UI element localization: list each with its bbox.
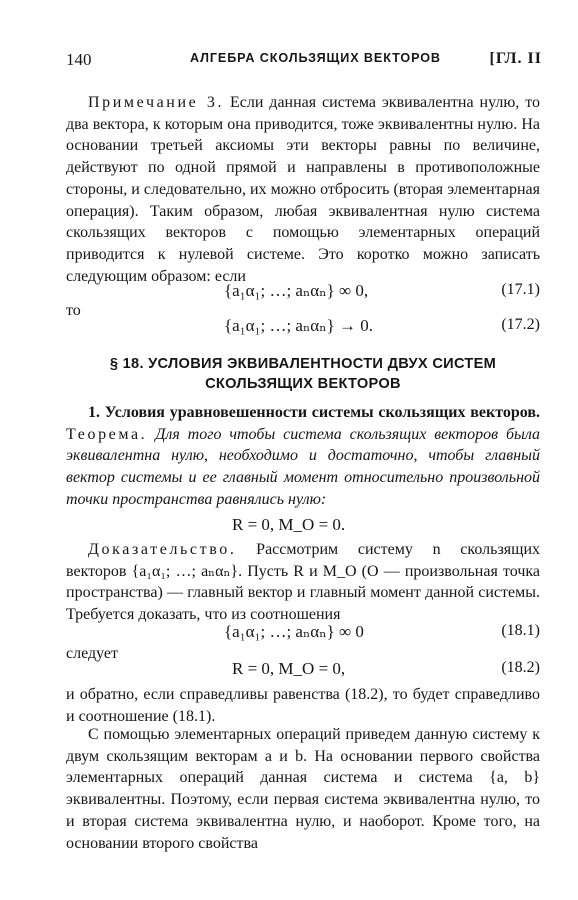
equation-18-1: [66, 622, 540, 646]
theorem-text: Для того чтобы система скользящих векторов была эквивалентна нулю, необходимо и достаточно, чтобы главный вектор системы и ее главный момент относительно произвольной точки пространства равнялись нулю:: [66, 425, 540, 508]
after-paragraph: [66, 684, 540, 727]
equation-18-2: [66, 659, 540, 683]
follows-word: следует: [66, 645, 118, 662]
proof-label: Доказательство.: [88, 541, 237, 558]
section-title: [66, 354, 540, 394]
page-header: [66, 50, 542, 72]
proof-paragraph: [66, 539, 540, 626]
chapter-label: [ГЛ. II: [489, 50, 542, 67]
section-title-line1: § 18. УСЛОВИЯ ЭКВИВАЛЕНТНОСТИ ДВУХ СИСТЕМ: [109, 356, 497, 372]
to-word: то: [66, 302, 81, 319]
subsection-title: 1. Условия уравновешенности системы скользящих векторов.: [88, 404, 540, 421]
equation-17-1-number: (17.1): [501, 281, 540, 298]
equation-18-1-number: (18.1): [501, 622, 540, 639]
last-paragraph: [66, 724, 540, 854]
equation-17-1: [66, 281, 540, 305]
equation-17-1-body: {a₁α₁; …; aₙαₙ} ∞ 0,: [224, 281, 369, 300]
proof-text: Рассмотрим систему n скользящих векторов {a₁α₁; …; aₙαₙ}. Пусть R и M_O (O — произвольная точка пространства) — главный вектор и главный момент данной системы. Требуется доказать, что из соотношения: [66, 541, 540, 624]
equation-main-body: R = 0, M_O = 0.: [232, 515, 346, 534]
equation-18-2-body: R = 0, M_O = 0,: [232, 659, 346, 678]
equation-17-2: [66, 316, 540, 340]
page-number: 140: [66, 50, 92, 69]
equation-18-2-number: (18.2): [501, 659, 540, 676]
equation-17-2-number: (17.2): [501, 316, 540, 333]
last-text: С помощью элементарных операций приведем данную систему к двум скользящим векторам a и b. На основании первого свойства элементарных операций данная система и система {a, b} эквивалентны. Поэтому, если первая система эквивалентна нулю, то и вторая система эквивалентна нулю, и наоборот. Кроме того, на основании второго свойства: [66, 726, 540, 852]
note-paragraph: [66, 92, 540, 287]
after-text: и обратно, если справедливы равенства (18.2), то будет справедливо и соотношение (18.1).: [66, 686, 540, 725]
note-label: Примечание 3.: [88, 94, 225, 111]
subsection-paragraph: [66, 402, 540, 511]
equation-17-2-body: {a₁α₁; …; aₙαₙ} → 0.: [224, 316, 373, 335]
theorem-label: Теорема.: [66, 425, 148, 443]
equation-18-1-body: {a₁α₁; …; aₙαₙ} ∞ 0: [224, 622, 364, 641]
note-text: Если данная система эквивалентна нулю, то два вектора, к которым она приводится, тоже эквивалентны нулю. На основании третьей аксиомы эти векторы равны по величине, действуют по одной прямой и направлены в противоположные стороны, и следовательно, их можно отбросить (вторая элементарная операция). Таким образом, любая эквивалентная нулю система скользящих векторов с помощью элементарных операций приводится к нулевой системе. Это коротко можно записать следующим образом: если: [66, 94, 541, 285]
section-title-line2: СКОЛЬЗЯЩИХ ВЕКТОРОВ: [205, 376, 401, 392]
equation-main: [66, 515, 540, 539]
running-title: АЛГЕБРА СКОЛЬЗЯЩИХ ВЕКТОРОВ: [190, 51, 441, 65]
